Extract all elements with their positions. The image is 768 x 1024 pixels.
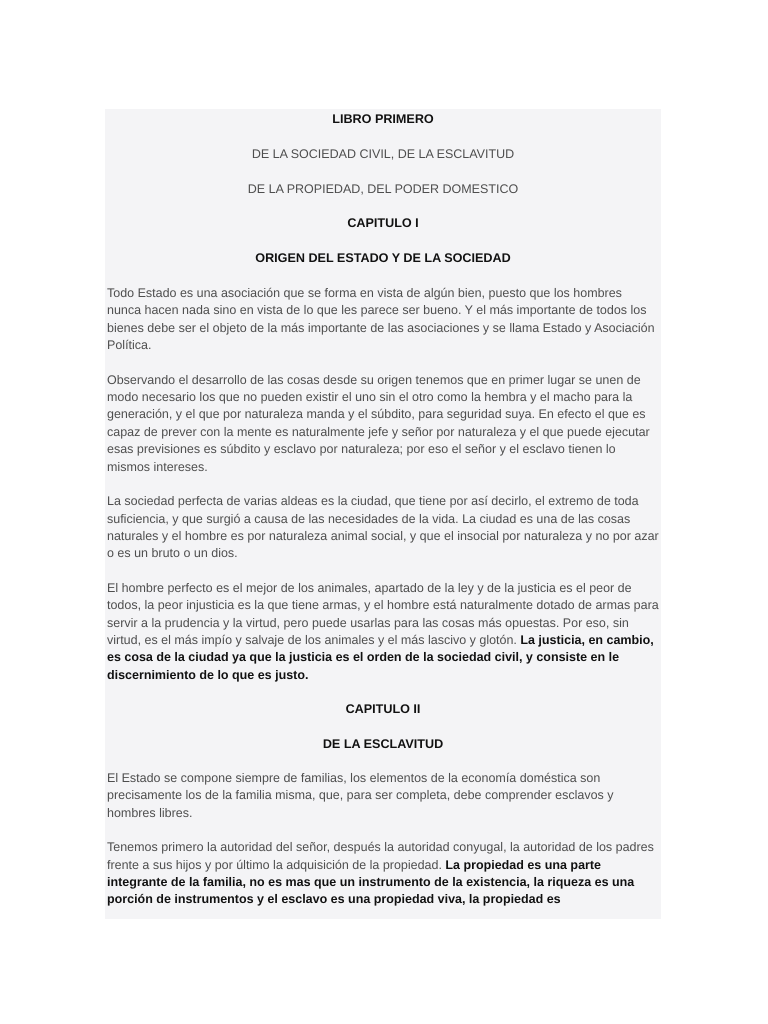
paragraph-text: Observando el desarrollo de las cosas desde su origen tenemos que en primer lugar se unen de modo necesario los que no pueden existir el uno sin el otro como la hembra y el macho para la generación, y el que por naturaleza manda y el súbdito, para seguridad suya. En efecto el que es capaz de prever con la mente es naturalmente jefe y señor por naturaleza y el que puede ejecutar esas previsiones es súbdito y esclavo por naturaleza; por eso el señor y el esclavo tienen lo mismos intereses. — [107, 372, 650, 474]
paragraph-bold-text: La propiedad es una parte integrante de la familia, no es mas que un instrumento de la existencia, la riqueza es una porción de instrumentos y el esclavo es una propiedad viva, la propiedad es — [107, 857, 635, 907]
document-page — [105, 109, 661, 919]
chapter-1-number: CAPITULO I — [347, 216, 419, 231]
book-title: LIBRO PRIMERO — [332, 112, 434, 126]
paragraph-text: Tenemos primero la autoridad del señor, después la autoridad conyugal, la autoridad de los padres frente a sus hijos y por último la adquisición de la propiedad. — [107, 840, 654, 872]
paragraph — [107, 770, 659, 822]
chapter-2-title: DE LA ESCLAVITUD — [322, 736, 444, 751]
paragraph — [107, 372, 659, 476]
book-subtitle-2: DE LA PROPIEDAD, DEL PODER DOMESTICO — [247, 181, 519, 196]
paragraph-text: El hombre perfecto es el mejor de los animales, apartado de la ley y de la justicia es el peor de todos, la peor injusticia es la que tiene armas, y el hombre está naturalmente dotado de armas para servir a la prudencia y la virtud, pero puede usarlas para las cosas más opuestas. Por eso, sin virtud, es el más impío y salvaje de los animales y el más lascivo y glotón. — [107, 580, 659, 647]
paragraph — [107, 493, 659, 563]
chapter-1-title: ORIGEN DEL ESTADO Y DE LA SOCIEDAD — [255, 250, 511, 265]
paragraph — [107, 285, 659, 355]
book-subtitle-1: DE LA SOCIEDAD CIVIL, DE LA ESCLAVITUD — [251, 147, 515, 162]
paragraph-text: El Estado se compone siempre de familias, los elementos de la economía doméstica son precisamente los de la familia misma, que, para ser completa, debe comprender esclavos y hombres libres. — [107, 770, 614, 820]
chapter-2-number: CAPITULO II — [345, 702, 421, 717]
paragraph-text: Todo Estado es una asociación que se forma en vista de algún bien, puesto que los hombres nunca hacen nada sino en vista de lo que les parece ser bueno. Y el más importante de todos los bienes debe ser el objeto de la más importante de las asociaciones y se llama Estado y Asociación Política. — [107, 286, 655, 353]
paragraph — [107, 839, 659, 909]
paragraph — [107, 580, 659, 684]
document-body — [105, 111, 661, 909]
paragraph-bold-text: La justicia, en cambio, es cosa de la ciudad ya que la justicia es el orden de la sociedad civil, y consiste en le discernimiento de lo que es justo. — [107, 632, 654, 682]
paragraph-text: La sociedad perfecta de varias aldeas es la ciudad, que tiene por así decirlo, el extremo de toda suficiencia, y que surgió a causa de las necesidades de la vida. La ciudad es una de las cosas naturales y el hombre es por naturaleza animal social, y que el insocial por naturaleza y no por azar o es un bruto o un dios. — [107, 494, 659, 561]
